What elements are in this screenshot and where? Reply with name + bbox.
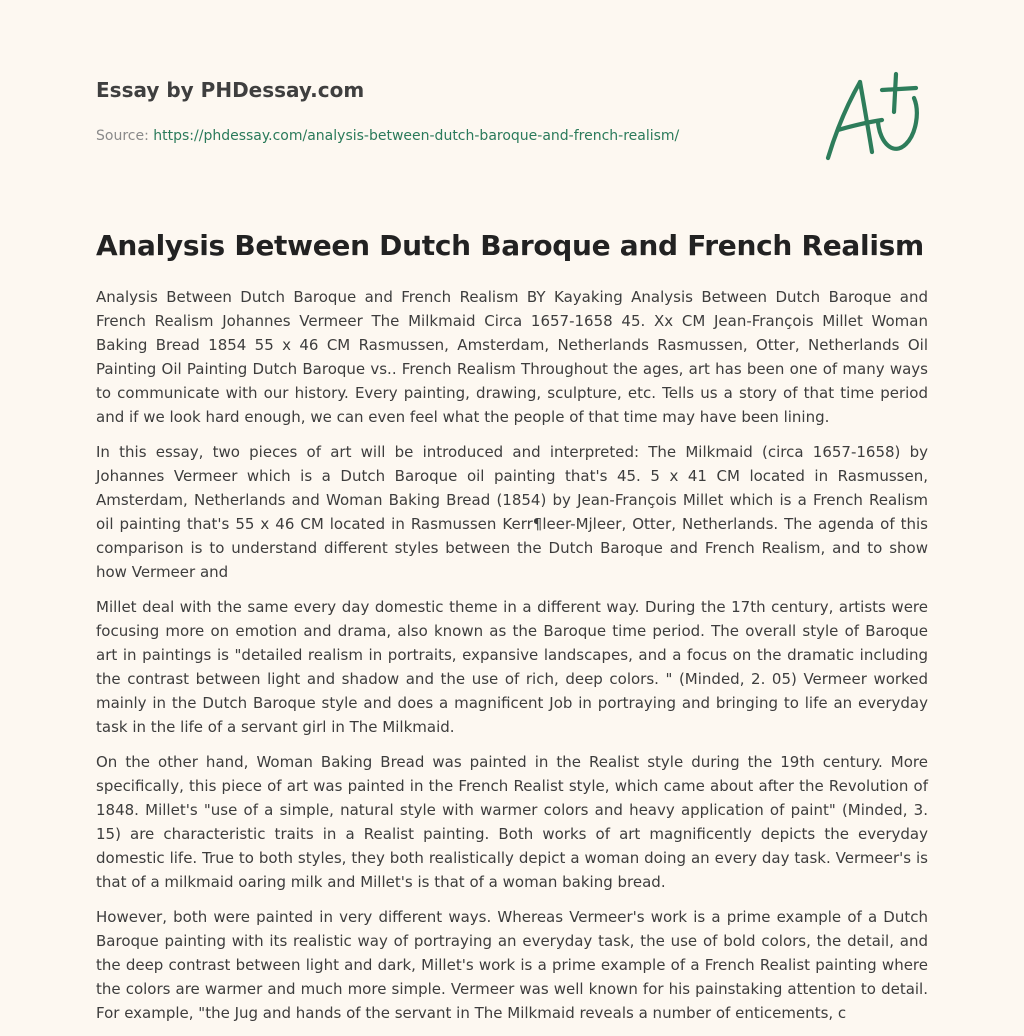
paragraph: In this essay, two pieces of art will be introduced and interpreted: The Milkmaid (circa 1657-1658) by Johannes Vermeer which is a Dutch Baroque oil painting that's 45. 5 x 41 CM located in Rasmussen, Amsterdam, Netherlands and Woman Baking Bread (1854) by Jean-François Millet which is a French Realism oil painting that's 55 x 46 CM located in Rasmussen Kerr¶leer-Mjleer, Otter, Netherlands. The agenda of this comparison is to understand different styles between the Dutch Baroque and French Realism, and to show how Vermeer and — [96, 443, 928, 581]
source-label: Source: — [96, 128, 154, 144]
page-header — [96, 76, 796, 146]
site-title: Essay by PHDessay.com — [96, 78, 365, 102]
source-line — [96, 126, 796, 146]
paragraph: Millet deal with the same every day domestic theme in a different way. During the 17th century, artists were focusing more on emotion and drama, also known as the Baroque time period. The overall style of Baroque art in paintings is "detailed realism in portraits, expansive landscapes, and a focus on the dramatic including the contrast between light and shadow and the use of rich, deep colors. " (Minded, 2. 05) Vermeer worked mainly in the Dutch Baroque style and does a magnificent Job in portraying and bringing to life an everyday task in the life of a servant girl in The Milkmaid. — [96, 598, 928, 736]
article-title: Analysis Between Dutch Baroque and French Realism — [96, 229, 924, 262]
article-body — [96, 285, 928, 1036]
source-link[interactable]: https://phdessay.com/analysis-between-dutch-baroque-and-french-realism/ — [153, 128, 680, 144]
paragraph: Analysis Between Dutch Baroque and French Realism BY Kayaking Analysis Between Dutch Baroque and French Realism Johannes Vermeer The Milkmaid Circa 1657-1658 45. Xx CM Jean-François Millet Woman Baking Bread 1854 55 x 46 CM Rasmussen, Amsterdam, Netherlands Rasmussen, Otter, Netherlands Oil Painting Oil Painting Dutch Baroque vs.. French Realism Throughout the ages, art has been one of many ways to communicate with our history. Every painting, drawing, sculpture, etc. Tells us a story of that time period and if we look hard enough, we can even feel what the people of that time may have been lining. — [96, 288, 928, 426]
a-plus-logo-icon — [820, 68, 928, 164]
paragraph: On the other hand, Woman Baking Bread was painted in the Realist style during the 19th century. More specifically, this piece of art was painted in the French Realist style, which came about after the Revolution of 1848. Millet's "use of a simple, natural style with warmer colors and heavy application of paint" (Minded, 3. 15) are characteristic traits in a Realist painting. Both works of art magnificently depicts the everyday domestic life. True to both styles, they both realistically depict a woman doing an every day task. Vermeer's is that of a milkmaid oaring milk and Millet's is that of a woman baking bread. — [96, 753, 928, 891]
paragraph: However, both were painted in very different ways. Whereas Vermeer's work is a prime example of a Dutch Baroque painting with its realistic way of portraying an everyday task, the use of bold colors, the detail, and the deep contrast between light and dark, Millet's work is a prime example of a French Realist painting where the colors are warmer and much more simple. Vermeer was well known for his painstaking attention to detail. For example, "the Jug and hands of the servant in The Milkmaid reveals a number of enticements, c — [96, 908, 928, 1022]
